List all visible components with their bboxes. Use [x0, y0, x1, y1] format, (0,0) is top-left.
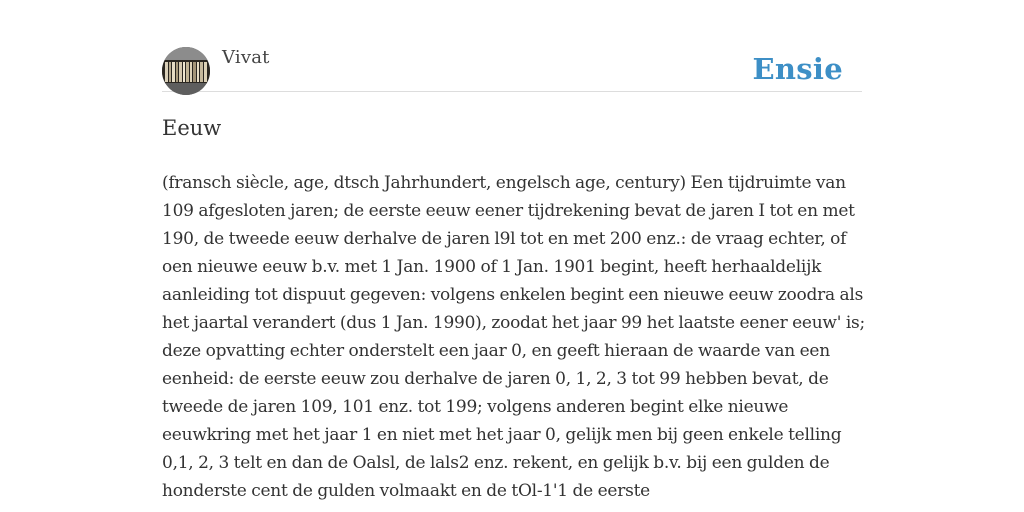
page-title: Eeuw: [162, 116, 222, 140]
bookshelf-avatar-image: [162, 47, 210, 95]
article-body: (fransch siècle, age, dtsch Jahrhundert, engelsch age, century) Een tijdruimte van 109 afgesloten jaren; de eerste eeuw eener tijdrekening bevat de jaren I tot en met 190, de tweede eeuw derhalve de jaren l9l tot en met 200 enz.: de vraag echter, of oen nieuwe eeuw b.v. met 1 Jan. 1900 of 1 Jan. 1901 begint, heeft herhaaldelijk aanleiding tot dispuut gegeven: volgens enkelen begint een nieuwe eeuw zoodra als het jaartal verandert (dus 1 Jan. 1990), zoodat het jaar 99 het laatste eener eeuw' is; deze opvatting echter onderstelt een jaar 0, en geeft hieraan de waarde van een eenheid: de eerste eeuw zou derhalve de jaren 0, 1, 2, 3 tot 99 hebben bevat, de tweede de jaren 109, 101 enz. tot 199; volgens anderen begint elke nieuwe eeuwkring met het jaar 1 en niet met het jaar 0, gelijk men bij geen enkele telling 0,1, 2, 3 telt en dan de Oalsl, de lals2 enz. rekent, en gelijk b.v. bij een gulden de honderste cent de gulden volmaakt en de tOl-1'1 de eerste: [162, 173, 865, 501]
author-avatar[interactable]: [162, 47, 210, 95]
author-name[interactable]: Vivat: [222, 47, 270, 68]
site-header: [162, 46, 862, 92]
brand-logo[interactable]: Ensie: [752, 52, 843, 86]
